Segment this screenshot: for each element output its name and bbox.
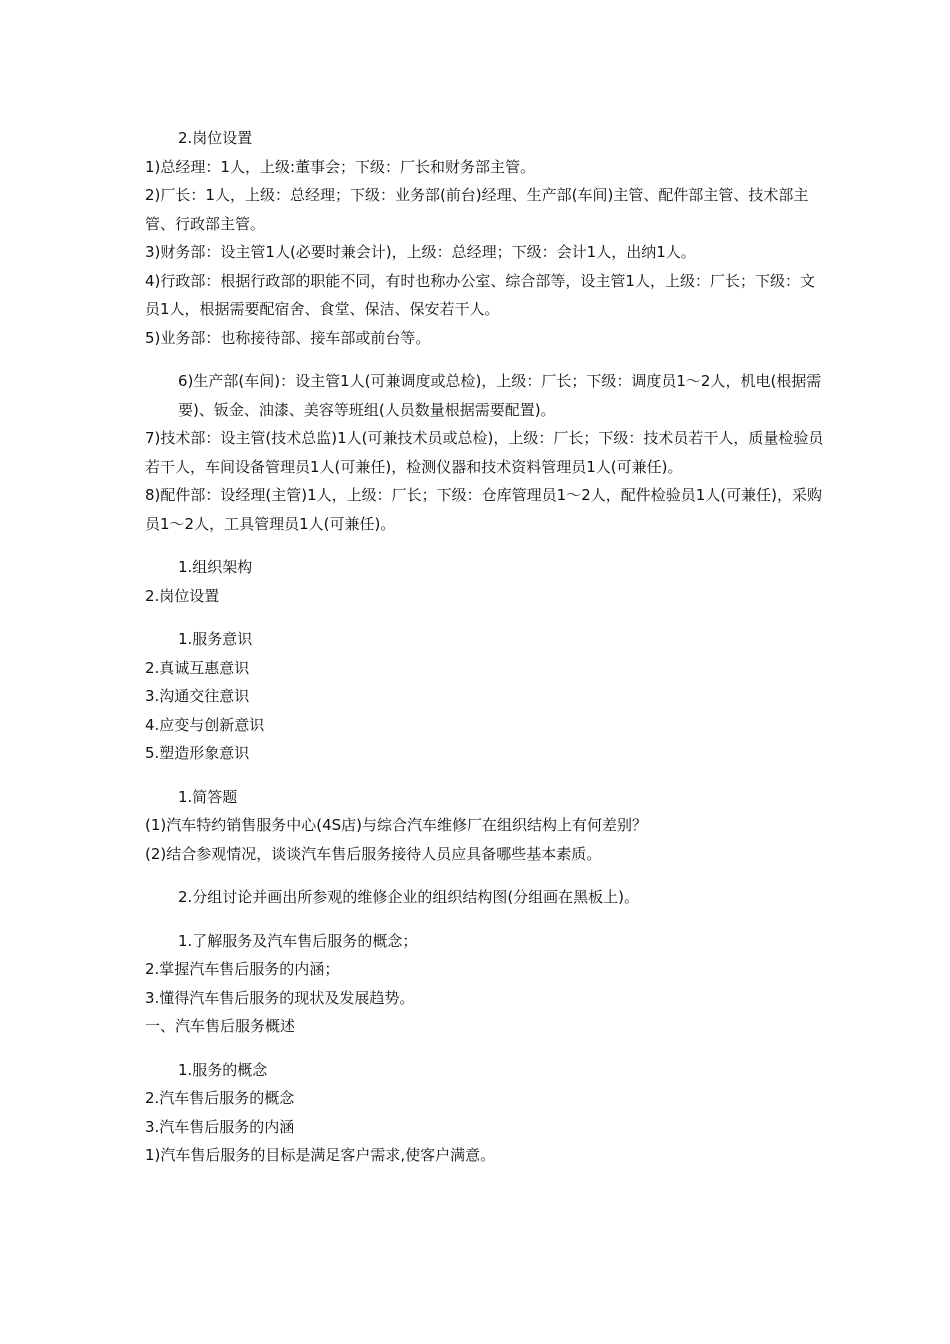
- paragraph: 1.了解服务及汽车售后服务的概念；: [178, 931, 418, 950]
- paragraph: 1.服务的概念: [178, 1060, 268, 1079]
- paragraph: 2.岗位设置: [178, 129, 253, 147]
- paragraph: 1.服务意识: [178, 630, 253, 648]
- paragraph: 2)厂长：1人，上级：总经理；下级：业务部(前台)经理、生产部(车间)主管、配件部主管、技术部主管、行政部主管。: [145, 186, 809, 233]
- paragraph: 3)财务部：设主管1人(必要时兼会计)，上级：总经理；下级：会计1人，出纳1人。: [145, 243, 696, 261]
- paragraph: (1)汽车特约销售服务中心(4S店)与综合汽车维修厂在组织结构上有何差别？: [145, 816, 648, 834]
- paragraph: 3.汽车售后服务的内涵: [145, 1117, 295, 1136]
- paragraph: (2)结合参观情况，谈谈汽车售后服务接待人员应具备哪些基本素质。: [145, 844, 602, 863]
- paragraph: 5)业务部：也称接待部、接车部或前台等。: [145, 328, 431, 347]
- paragraph: 1.组织架构: [178, 558, 253, 576]
- paragraph: 3.懂得汽车售后服务的现状及发展趋势。: [145, 988, 415, 1007]
- paragraph: 2.分组讨论并画出所参观的维修企业的组织结构图(分组画在黑板上)。: [178, 888, 640, 906]
- document-body: [145, 124, 825, 1170]
- paragraph: 2.岗位设置: [145, 586, 220, 605]
- paragraph: 2.真诚互惠意识: [145, 658, 250, 677]
- paragraph: 4)行政部：根据行政部的职能不同，有时也称办公室、综合部等，设主管1人，上级：厂长；下级：文员1人，根据需要配宿舍、食堂、保洁、保安若干人。: [145, 271, 815, 318]
- paragraph: 8)配件部：设经理(主管)1人，上级：厂长；下级：仓库管理员1～2人，配件检验员1人(可兼任)，采购员1～2人，工具管理员1人(可兼任)。: [145, 486, 822, 533]
- paragraph: 7)技术部：设主管(技术总监)1人(可兼技术员或总检)，上级：厂长；下级：技术员若干人，质量检验员若干人，车间设备管理员1人(可兼任)，检测仪器和技术资料管理员1人(可兼任)。: [145, 429, 824, 476]
- paragraph: 2.汽车售后服务的概念: [145, 1089, 295, 1107]
- paragraph: 1)总经理：1人，上级:董事会；下级：厂长和财务部主管。: [145, 157, 535, 176]
- paragraph: 1)汽车售后服务的目标是满足客户需求,使客户满意。: [145, 1146, 496, 1164]
- paragraph: 6)生产部(车间)：设主管1人(可兼调度或总检)，上级：厂长；下级：调度员1～2人，机电(根据需要)、钣金、油漆、美容等班组(人员数量根据需要配置)。: [178, 372, 822, 419]
- paragraph: 3.沟通交往意识: [145, 687, 250, 705]
- paragraph: 4.应变与创新意识: [145, 715, 265, 734]
- section-heading: 一、汽车售后服务概述: [145, 1017, 296, 1035]
- paragraph: 1.简答题: [178, 787, 238, 806]
- paragraph: 2.掌握汽车售后服务的内涵；: [145, 960, 340, 978]
- paragraph: 5.塑造形象意识: [145, 744, 250, 762]
